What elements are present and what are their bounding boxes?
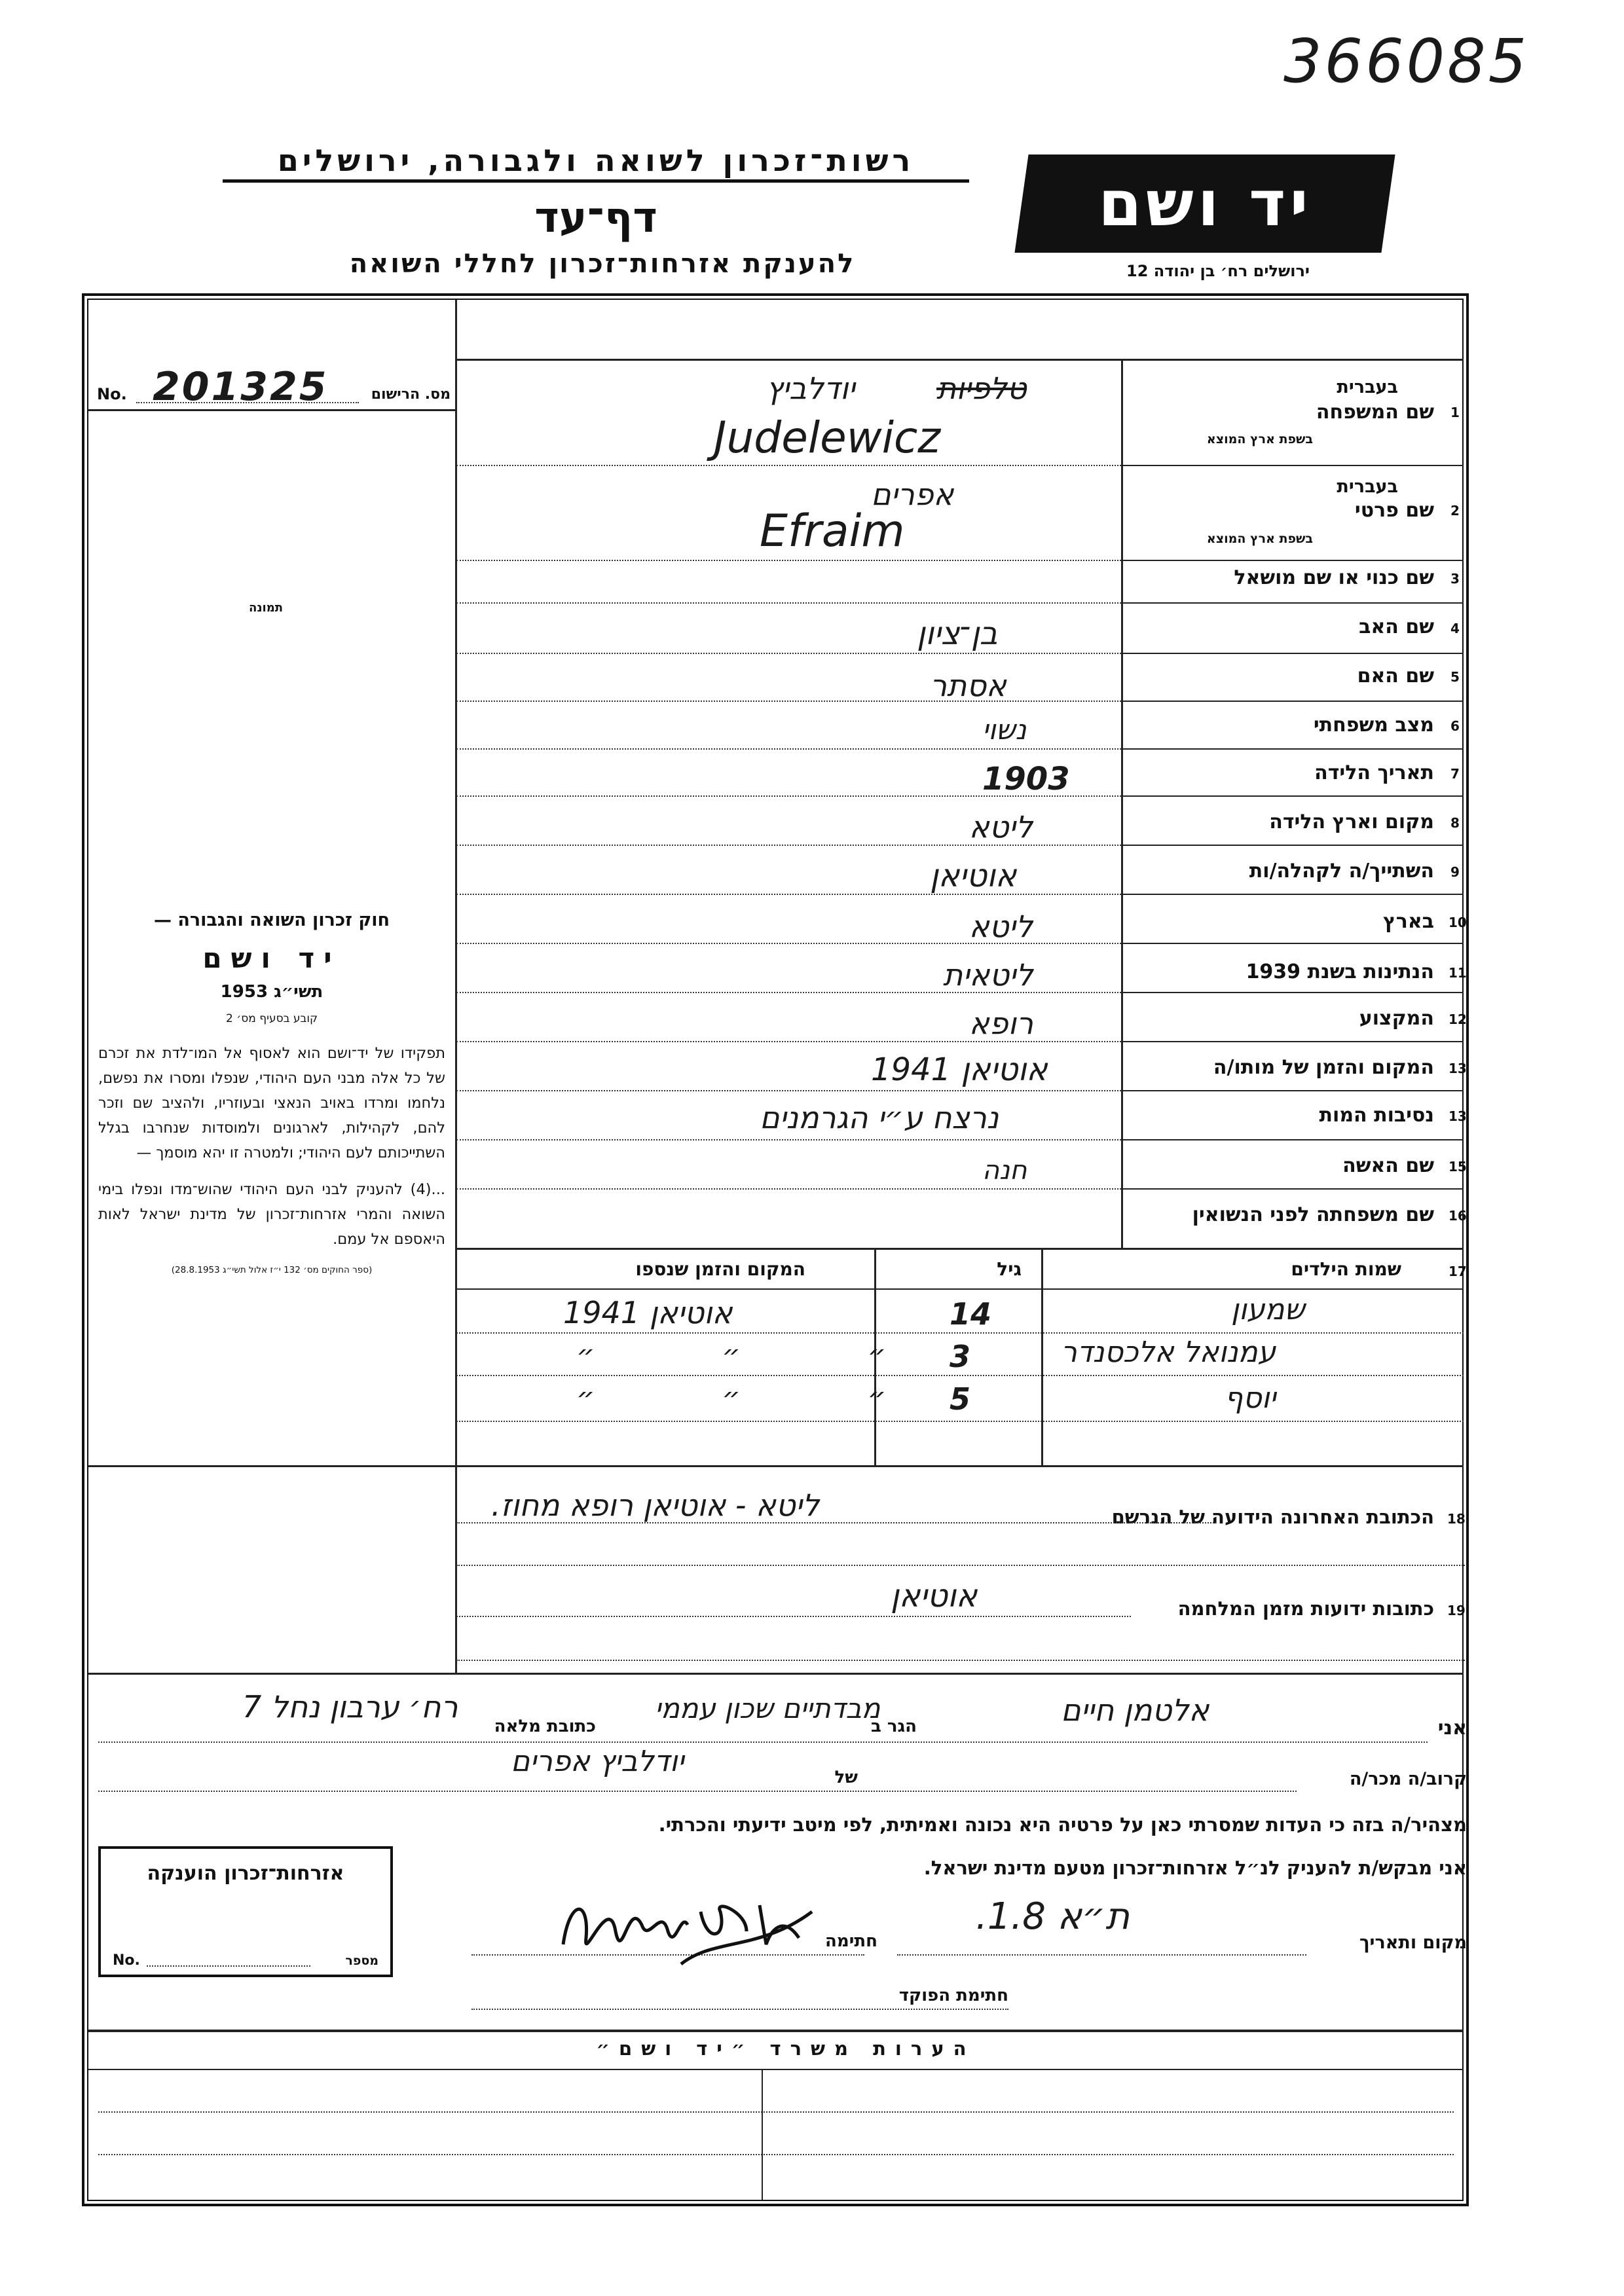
top-band-line	[456, 359, 1464, 361]
child-name: שמעון	[1231, 1293, 1305, 1326]
row-line-value	[456, 845, 1121, 846]
child-age: 14	[950, 1296, 992, 1332]
row-line	[1121, 602, 1464, 604]
declaration-full-address-value: רח׳ ערבון נחל 7	[242, 1689, 458, 1724]
field-label-death-circumstances: נסיבות המות	[1319, 1104, 1434, 1127]
row-line	[1121, 1090, 1464, 1091]
stamp-number: 366085	[1283, 26, 1530, 96]
row-line-value	[456, 795, 1121, 797]
row-line-value	[456, 992, 1121, 993]
field-number: 16	[1449, 1208, 1467, 1224]
field-number: 3	[1450, 571, 1460, 587]
citizenship-box-line	[147, 1965, 310, 1967]
row-line-value	[456, 653, 1121, 654]
hebrew-tag: בעברית	[1337, 477, 1398, 497]
row-line	[456, 1248, 1464, 1250]
row-line	[1121, 560, 1464, 561]
row-line	[1121, 748, 1464, 750]
citizenship-box-no: No.	[113, 1952, 140, 1969]
field-number: 13	[1449, 1108, 1467, 1124]
row-line-value	[456, 465, 1121, 466]
declaration-ani: אני	[1437, 1717, 1467, 1740]
label-column-divider	[1121, 359, 1123, 1248]
field-label-death-place-time: המקום והזמן של מותו/ה	[1213, 1056, 1434, 1079]
row-line-value	[456, 943, 1121, 944]
row-line-value	[456, 701, 1121, 702]
law-title: חוק זכרון השואה והגבורה —	[153, 910, 390, 930]
field-number: 11	[1449, 965, 1467, 981]
row-line	[1121, 465, 1464, 466]
field-number: 19	[1447, 1603, 1466, 1618]
field-label-wife-maiden-name: שם משפחתה לפני הנשואין	[1192, 1203, 1434, 1226]
children-row-line	[456, 1375, 1464, 1376]
value-first-name-origin: Efraim	[760, 505, 905, 557]
section-line	[88, 1673, 1464, 1675]
office-notes-top	[88, 2030, 1464, 2032]
row-line	[1121, 1139, 1464, 1140]
child-age: 3	[950, 1339, 971, 1374]
war-address-value: אוטיאן	[891, 1578, 978, 1614]
field-label-citizenship-1939: הנתינות בשנת 1939	[1246, 960, 1434, 983]
child-name: יוסף	[1225, 1381, 1276, 1415]
row-line-value	[456, 1139, 1121, 1140]
field-label-country: בארץ	[1382, 910, 1434, 933]
registration-separator	[88, 409, 455, 411]
office-notes-line	[88, 2069, 1464, 2070]
row-line	[1121, 943, 1464, 944]
field-number: 8	[1450, 815, 1460, 831]
row-line-value	[456, 560, 1121, 561]
office-notes-divider	[762, 2069, 763, 2200]
row-line	[1121, 992, 1464, 993]
yad-vashem-logo	[1014, 155, 1395, 253]
field-label-birth-date: תאריך הלידה	[1314, 761, 1434, 784]
law-source: (ספר החוקים מס׳ 132 י״ז אלול תשי״ג 28.8.1953)	[171, 1265, 373, 1275]
row-line	[1121, 653, 1464, 654]
field-label-marital-status: מצב משפחתי	[1313, 714, 1434, 737]
child-age: 5	[950, 1381, 971, 1417]
address-line	[456, 1565, 1465, 1566]
child-name: עמנואל אלכסנדר	[1061, 1336, 1276, 1369]
office-notes-line	[98, 2154, 1454, 2155]
photo-label: תמונה	[249, 601, 284, 615]
field-label-nickname: שם כנוי או שם מושאל	[1234, 566, 1434, 589]
value-mother-name: אסתר	[930, 668, 1006, 703]
field-number: 15	[1449, 1159, 1467, 1175]
declaration-residing-value: מבדתיים שכון עממי	[655, 1692, 881, 1724]
law-clause: קובע בסעיף מס׳ 2	[225, 1012, 318, 1025]
children-col-divider	[1041, 1248, 1043, 1465]
field-label-first-name: שם פרטי	[1354, 499, 1434, 522]
last-address-label: הכתובת האחרונה הידועה של הנרשם	[1111, 1506, 1434, 1528]
field-label-profession: המקצוע	[1359, 1007, 1434, 1030]
field-number: 1	[1450, 405, 1460, 420]
row-line-value	[456, 894, 1121, 895]
field-number: 6	[1450, 718, 1460, 734]
row-line	[1121, 845, 1464, 846]
value-wife-name: חנה	[982, 1156, 1027, 1186]
citizenship-box-number-label: מספר	[345, 1954, 378, 1968]
field-number: 9	[1450, 864, 1460, 880]
field-number: 12	[1449, 1011, 1467, 1027]
origin-tag: בשפת ארץ המוצא	[1206, 432, 1313, 446]
value-profession: רופא	[969, 1006, 1033, 1041]
logo-address: ירושלים רח׳ בן יהודה 12	[1126, 262, 1310, 280]
law-box	[98, 910, 445, 1275]
citizenship-box-title: אזרחות־זכרון הוענקה	[147, 1862, 344, 1885]
declaration-text-1: מצהיר/ה בזה כי העדות שמסרתי כאן על פרטיה היא נכונה ואמיתית, לפי מיטב ידיעתי והכרתי.	[658, 1813, 1467, 1836]
declaration-text-2: אני מבקש/ת להעניק לנ״ל אזרחות־זכרון מטעם מדינת ישראל.	[923, 1857, 1467, 1879]
value-first-name-hebrew: אפרים	[871, 477, 954, 512]
declaration-place-date: מקום ותאריך	[1359, 1933, 1467, 1953]
row-line-value	[456, 748, 1121, 750]
field-number: 18	[1447, 1511, 1466, 1527]
office-notes-title: הערות משרד ״יד ושם״	[596, 2037, 976, 2060]
declaration-line	[98, 1741, 1428, 1743]
children-col-place: המקום והזמן שנספו	[635, 1258, 805, 1280]
field-number: 13	[1449, 1061, 1467, 1076]
field-number: 17	[1449, 1264, 1467, 1279]
declaration-residing: הגר ב	[870, 1717, 917, 1736]
child-place: ״ ״ ״	[576, 1339, 946, 1372]
row-line	[1121, 701, 1464, 702]
row-line	[1121, 795, 1464, 797]
children-row-line	[456, 1332, 1464, 1334]
officer-signature-label: חתימת הפוקד	[898, 1986, 1008, 2005]
logo-text: יד ושם	[1098, 167, 1312, 240]
declaration-relative: קרוב/ה מכר/ה	[1349, 1769, 1467, 1789]
registration-no-label: No.	[97, 385, 127, 403]
law-paragraph-2: ...(4) להעניק לבני העם היהודי שהוש־מדו ונפלו בימי השואה והמרי אזרחות־זכרון של מדינת ישראל לאות היאספם אל עמם.	[98, 1181, 445, 1248]
citizenship-granted-box	[98, 1846, 393, 1977]
law-paragraph-1: תפקידו של יד־ושם הוא לאסוף אל המו־לדת את זכרם של כל אלה מבני העם היהודי, שנפלו ומסרו את נפשם, נלחמו ומרדו באויב הנאצי ובעוזריו, ולהציב שם וזכר להם, לקהילות, לארגונים ולמוסדות שנחרבו בגלל השתייכותם לעם היהודי; ולמטרה זו יהא מוסמך —	[98, 1045, 445, 1161]
children-row-line	[456, 1421, 1464, 1422]
left-column-divider	[455, 300, 457, 1675]
value-birth-date: 1903	[982, 761, 1070, 797]
value-citizenship-1939: ליטאית	[943, 957, 1033, 993]
law-name: יד ושם	[202, 942, 341, 974]
registration-number: 201325	[153, 364, 329, 410]
field-number: 5	[1450, 669, 1460, 685]
declaration-place-date-value: ת״א 1.8.	[976, 1895, 1130, 1938]
hebrew-tag: בעברית	[1337, 377, 1398, 397]
war-address-label: כתובות ידועות מזמן המלחמה	[1177, 1597, 1434, 1620]
field-label-wife-name: שם האשה	[1342, 1154, 1434, 1177]
declaration-of: של	[834, 1768, 858, 1787]
child-place: ״ ״ ״	[576, 1381, 946, 1415]
address-line	[456, 1616, 1131, 1617]
value-birth-place: ליטא	[969, 809, 1033, 845]
row-line-value	[456, 1188, 1121, 1190]
declaration-signature-label: חתימה	[825, 1931, 877, 1951]
value-death-circumstances: נרצח ע״י הגרמנים	[760, 1100, 999, 1135]
signature-image	[550, 1872, 825, 1971]
registration-underline	[136, 402, 359, 403]
field-label-family-name: שם המשפחה	[1316, 401, 1434, 424]
value-death-place-time: אוטיאן 1941	[871, 1051, 1048, 1088]
row-line-value	[456, 1090, 1121, 1091]
field-label-birth-place: מקום וארץ הלידה	[1269, 811, 1434, 833]
office-notes-line	[98, 2111, 1454, 2113]
form-subtitle: להענקת אזרחות־זכרון לחללי השואה	[349, 249, 856, 279]
declaration-of-value: יודלביץ אפרים	[511, 1745, 684, 1778]
children-col-age: גיל	[997, 1258, 1022, 1280]
section-line	[88, 1465, 1464, 1467]
authority-title: רשות־זכרון לשואה ולגבורה, ירושלים	[223, 143, 969, 183]
declaration-line	[897, 1954, 1306, 1956]
row-line-value	[456, 602, 1121, 604]
field-number: 2	[1450, 503, 1460, 519]
value-country: ליטא	[969, 909, 1033, 944]
child-place: אוטיאן 1941	[563, 1295, 733, 1330]
value-family-name-hebrew: יודלביץ	[766, 371, 855, 406]
field-number: 4	[1450, 621, 1460, 636]
value-community: אוטיאן	[930, 858, 1017, 894]
value-marital-status: נשוי	[982, 714, 1027, 746]
declaration-line	[98, 1791, 1297, 1792]
origin-tag: בשפת ארץ המוצא	[1206, 532, 1313, 546]
declaration-ani-value: אלטמן חיים	[1061, 1692, 1209, 1728]
address-line	[456, 1522, 1216, 1523]
registration-no	[97, 364, 451, 410]
value-father-name: בן־ציון	[917, 615, 998, 652]
children-header-line	[456, 1288, 1464, 1290]
declaration-full-address: כתובת מלאה	[494, 1717, 596, 1736]
form-title: דף־עד	[534, 194, 657, 242]
value-family-name-strike: טלפיות	[936, 371, 1027, 406]
signature-line	[471, 2009, 1008, 2010]
last-address-value: ליטא - אוטיאן רופא מחוז.	[491, 1487, 820, 1523]
signature-scribble	[550, 1872, 825, 1971]
law-year: תשי״ג 1953	[220, 982, 323, 1002]
field-number: 7	[1450, 766, 1460, 782]
field-label-father-name: שם האב	[1359, 615, 1434, 638]
row-line	[1121, 1041, 1464, 1042]
address-line	[456, 1660, 1465, 1661]
children-col-names: שמות הילדים	[1291, 1258, 1401, 1280]
registration-label: מס. הרישום	[371, 386, 451, 403]
field-number: 10	[1449, 915, 1467, 930]
field-label-community: השתייך/ה לקהלה/ות	[1249, 860, 1434, 883]
row-line	[1121, 1188, 1464, 1190]
value-family-name-origin: Judelewicz	[714, 412, 940, 463]
field-label-mother-name: שם האם	[1357, 665, 1434, 687]
row-line	[1121, 894, 1464, 895]
row-line-value	[456, 1041, 1121, 1042]
